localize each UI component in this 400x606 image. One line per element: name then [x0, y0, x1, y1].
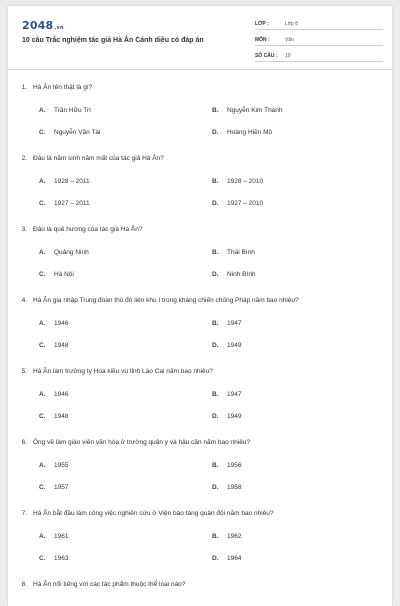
answer-letter: A. [39, 178, 46, 185]
meta-key: MÔN : [255, 37, 270, 43]
answer-text: 1928 – 2011 [54, 178, 90, 185]
answer-text: 1928 – 2010 [227, 178, 264, 185]
answer-option[interactable] [39, 412, 68, 421]
answer-option[interactable] [39, 248, 89, 257]
answer-letter: A. [39, 107, 46, 114]
answer-option[interactable] [212, 199, 263, 208]
answer-option[interactable] [212, 177, 263, 186]
answer-text: 1947 [227, 320, 242, 327]
answer-option[interactable] [39, 532, 68, 541]
logo-text: 2048 [22, 19, 54, 32]
meta-row-subject [255, 32, 383, 46]
answer-letter: C. [39, 129, 46, 136]
meta-value: 10 [285, 53, 291, 59]
question-number: 7. [21, 510, 27, 517]
question-number: 1. [21, 84, 27, 91]
answer-option[interactable] [39, 390, 68, 399]
answer-option[interactable] [39, 199, 90, 208]
answer-option[interactable] [212, 128, 272, 137]
document-page [8, 6, 392, 606]
answer-option[interactable] [39, 554, 68, 563]
meta-info [255, 16, 383, 64]
answer-letter: D. [212, 129, 219, 136]
answer-option[interactable] [212, 248, 255, 257]
answer-option[interactable] [212, 106, 283, 115]
answer-text: 1956 [227, 462, 242, 469]
answer-letter: B. [212, 533, 219, 540]
answer-option[interactable] [39, 128, 101, 137]
logo-suffix: .vn [54, 25, 64, 31]
answer-text: 1947 [227, 391, 242, 398]
question [8, 438, 392, 497]
answer-option[interactable] [39, 319, 68, 328]
answer-letter: A. [39, 533, 46, 540]
answer-letter: C. [39, 413, 46, 420]
question [8, 154, 392, 213]
answer-letter: B. [212, 107, 219, 114]
answer-option[interactable] [39, 483, 68, 492]
question-text: Hà Ân nổi tiếng với các tác phẩm thuộc thể loại nào? [33, 581, 186, 588]
meta-key: SỐ CÂU : [255, 53, 278, 59]
site-logo[interactable] [22, 19, 64, 32]
question [8, 367, 392, 426]
document-title: 10 câu Trắc nghiệm tác giả Hà Ân Cánh diều có đáp án [22, 37, 204, 44]
answer-letter: D. [212, 342, 219, 349]
answer-text: Nguyễn Kim Thành [227, 107, 283, 114]
answer-letter: D. [212, 413, 219, 420]
question-text: Hà Ân gia nhập Trung đoàn thủ đô liên khu I trong kháng chiến chống Pháp năm bao nhiêu? [33, 297, 299, 304]
question-number: 8. [21, 581, 27, 588]
answer-option[interactable] [212, 341, 241, 350]
answer-option[interactable] [212, 554, 241, 563]
question [8, 509, 392, 568]
question-number: 4. [21, 297, 27, 304]
meta-row-class [255, 16, 383, 30]
answer-option[interactable] [39, 177, 90, 186]
answer-letter: B. [212, 178, 219, 185]
answer-option[interactable] [212, 412, 241, 421]
answer-option[interactable] [39, 341, 68, 350]
answer-text: Hoàng Hiền Mô [227, 129, 273, 136]
answer-text: 1964 [227, 555, 242, 562]
answer-option[interactable] [39, 270, 74, 279]
answer-text: 1957 [54, 484, 69, 491]
question [8, 83, 392, 142]
question-text: Ông về làm giáo viên văn hóa ở trường quân y và hậu cần năm bao nhiêu? [33, 439, 251, 446]
answer-text: 1955 [54, 462, 69, 469]
question [8, 225, 392, 284]
answer-option[interactable] [212, 319, 241, 328]
answer-letter: B. [212, 320, 219, 327]
question-text: Đâu là quê hương của tác giả Hà Ân? [33, 226, 143, 233]
answer-text: 1961 [54, 533, 69, 540]
answer-option[interactable] [212, 270, 256, 279]
answer-letter: A. [39, 391, 46, 398]
answer-letter: C. [39, 484, 46, 491]
answer-option[interactable] [39, 461, 68, 470]
answer-text: 1948 [54, 413, 69, 420]
answer-letter: C. [39, 271, 46, 278]
answer-letter: B. [212, 249, 219, 256]
answer-letter: A. [39, 249, 46, 256]
answer-option[interactable] [212, 483, 241, 492]
answer-text: 1927 – 2010 [227, 200, 264, 207]
question [8, 580, 392, 589]
question-text: Hà Ân làm trưởng ty Hoa kiều vụ tỉnh Lào Cai năm bao nhiêu? [33, 368, 213, 375]
document-header [8, 6, 392, 70]
meta-row-count [255, 48, 383, 62]
answer-text: 1949 [227, 413, 242, 420]
question-number: 2. [21, 155, 27, 162]
answer-text: 1948 [54, 342, 69, 349]
answer-text: Hà Nội [54, 271, 74, 278]
answer-letter: C. [39, 342, 46, 349]
answer-text: 1963 [54, 555, 69, 562]
answer-letter: C. [39, 555, 46, 562]
question-number: 6. [21, 439, 27, 446]
answer-text: 1946 [54, 320, 69, 327]
answer-text: 1949 [227, 342, 242, 349]
answer-letter: D. [212, 484, 219, 491]
answer-option[interactable] [212, 461, 241, 470]
answer-letter: C. [39, 200, 46, 207]
answer-option[interactable] [212, 390, 241, 399]
question-number: 3. [21, 226, 27, 233]
answer-text: Thái Bình [227, 249, 255, 256]
question-text: Đâu là năm sinh năm mất của tác giả Hà Ân? [33, 155, 164, 162]
answer-option[interactable] [39, 106, 91, 115]
answer-text: Ninh Bình [227, 271, 256, 278]
answer-text: 1927 – 2011 [54, 200, 90, 207]
answer-letter: B. [212, 462, 219, 469]
question-text: Hà Ân tên thật là gì? [33, 84, 93, 91]
answer-letter: D. [212, 200, 219, 207]
answer-text: 1962 [227, 533, 242, 540]
question-text: Hà Ân bắt đầu làm công việc nghiên cứu ở Viện bảo tàng quân đội năm bao nhiêu? [33, 510, 274, 517]
answer-text: 1946 [54, 391, 69, 398]
answer-letter: D. [212, 271, 219, 278]
meta-value: Lớp 8 [285, 21, 299, 27]
answer-text: Nguyễn Văn Tài [54, 129, 101, 136]
answer-text: Quảng Ninh [54, 249, 89, 256]
meta-key: LỚP : [255, 21, 269, 27]
answer-text: Trần Hữu Trí [54, 107, 91, 114]
answer-option[interactable] [212, 532, 241, 541]
question-number: 5. [21, 368, 27, 375]
question [8, 296, 392, 355]
answer-letter: B. [212, 391, 219, 398]
meta-value: Văn [285, 37, 294, 43]
answer-letter: A. [39, 320, 46, 327]
answer-text: 1958 [227, 484, 242, 491]
answer-letter: D. [212, 555, 219, 562]
answer-letter: A. [39, 462, 46, 469]
